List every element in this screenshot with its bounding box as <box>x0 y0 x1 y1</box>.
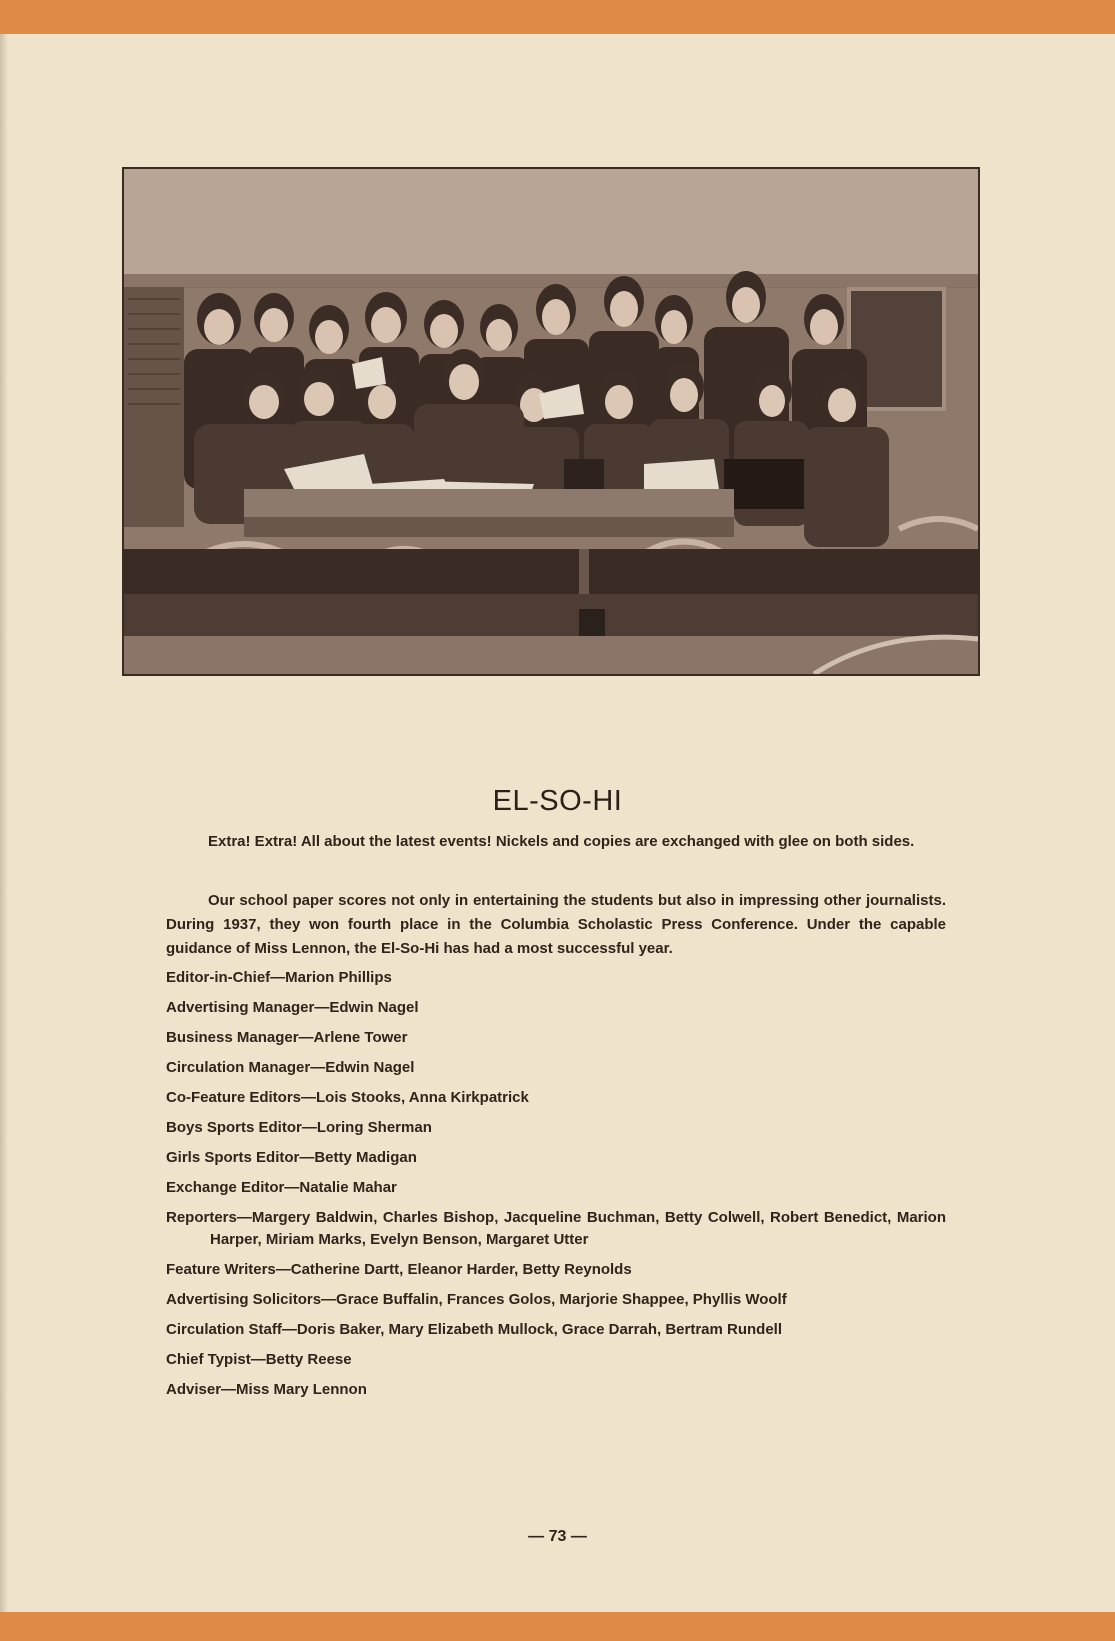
page-title: EL-SO-HI <box>492 785 623 817</box>
staff-advertising-solicitors: Advertising Solicitors—Grace Buffalin, Frances Golos, Marjorie Shappee, Phyllis Woolf <box>166 1291 787 1308</box>
staff-circulation-staff: Circulation Staff—Doris Baker, Mary Elizabeth Mullock, Grace Darrah, Bertram Rundell <box>166 1321 783 1338</box>
top-orange-band <box>0 0 1115 34</box>
staff-adviser: Adviser—Miss Mary Lennon <box>166 1381 367 1398</box>
staff-exchange-editor: Exchange Editor—Natalie Mahar <box>166 1179 397 1196</box>
intro-paragraph: Extra! Extra! All about the latest events! Nickels and copies are exchanged with glee on both sides. <box>208 833 915 850</box>
staff-roster <box>166 967 946 1409</box>
staff-business-manager: Business Manager—Arlene Tower <box>166 1029 408 1046</box>
page-number: — 73 — <box>528 1528 587 1545</box>
bottom-orange-band <box>0 1612 1115 1641</box>
staff-reporters: Reporters—Margery Baldwin, Charles Bishop, Jacqueline Buchman, Betty Colwell, Robert Benedict, Marion Harper, Miriam Marks, Evelyn Benson, Margaret Utter <box>166 1209 946 1248</box>
group-photo <box>122 167 980 676</box>
staff-girls-sports-editor: Girls Sports Editor—Betty Madigan <box>166 1149 417 1166</box>
page-gutter-shadow <box>0 34 8 1612</box>
staff-boys-sports-editor: Boys Sports Editor—Loring Sherman <box>166 1119 432 1136</box>
group-photo-illustration <box>124 169 978 674</box>
staff-co-feature-editors: Co-Feature Editors—Lois Stooks, Anna Kirkpatrick <box>166 1089 529 1106</box>
staff-feature-writers: Feature Writers—Catherine Dartt, Eleanor Harder, Betty Reynolds <box>166 1261 632 1278</box>
description-paragraph: Our school paper scores not only in entertaining the students but also in impressing other journalists. During 1937, they won fourth place in the Columbia Scholastic Press Conference. Under the capable guidance of Miss Lennon, the El-So-Hi has had a most successful year. <box>166 892 946 957</box>
staff-editor-in-chief: Editor-in-Chief—Marion Phillips <box>166 969 392 986</box>
staff-circulation-manager: Circulation Manager—Edwin Nagel <box>166 1059 415 1076</box>
staff-advertising-manager: Advertising Manager—Edwin Nagel <box>166 999 419 1016</box>
staff-chief-typist: Chief Typist—Betty Reese <box>166 1351 352 1368</box>
